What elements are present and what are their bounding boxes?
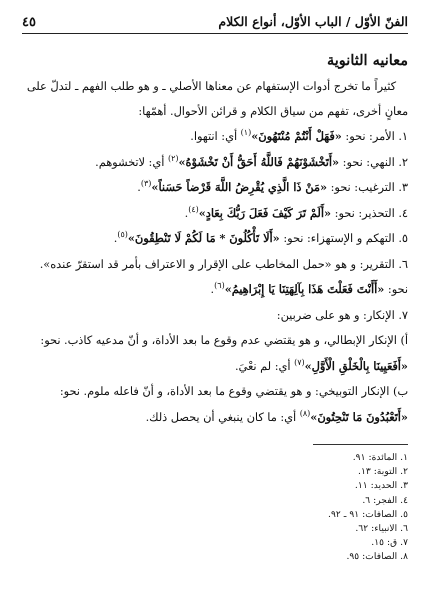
item-line: [22, 201, 408, 227]
footnote-ref: (٦): [214, 281, 225, 291]
footnote-ref: (٧): [294, 357, 305, 367]
item-text: أي: لاتخشوهم.: [95, 155, 168, 169]
footnote: ١. المائدة: ٩١.: [352, 452, 408, 463]
footnote: ٤. الفجر: ٦.: [362, 494, 408, 506]
footnote: ٣. الحديد: ١١.: [354, 480, 408, 492]
page-number: ٤٥: [22, 15, 36, 30]
footnote-ref: (٥): [117, 230, 128, 240]
item-text: ١. الأمر: نحو:: [341, 130, 408, 143]
item-line: [22, 379, 408, 405]
quran-quote: «أَفَعَيِينَا بِالْخَلْقِ الْأَوَّلِ»: [304, 358, 408, 373]
item-text: أي: لم نعْيَ.: [234, 359, 295, 373]
intro-line: كثيراً ما تخرج أدوات الإستفهام عن معناها الأصلي ـ و هو طلب الفهم ـ لتدلّ على: [26, 80, 396, 93]
footnote-ref: (١): [240, 128, 252, 138]
running-header: [22, 14, 408, 34]
item-text: .: [210, 283, 215, 296]
quran-quote: «أَلَمْ تَرَ كَيْفَ فَعَلَ رَبُّكَ بِعَادٍ»: [198, 205, 332, 220]
item-line: [22, 226, 408, 252]
footnote-ref: (٤): [188, 204, 199, 214]
footnote-ref: (٢): [167, 153, 179, 163]
item-text: نحو:: [384, 283, 408, 296]
item-text: .: [184, 206, 189, 220]
footnote: ٨. الصافات: ٩٥.: [346, 551, 408, 563]
item-text: ٧. الإنكار: و هو على ضربين:: [276, 308, 408, 322]
section-title: معانيه الثانوية: [327, 52, 408, 69]
item-line: [22, 405, 408, 431]
item-line: [22, 277, 408, 303]
footnote-separator: [313, 444, 408, 445]
footnote: ٦. الانبياء: ٦٢.: [355, 523, 408, 535]
quran-quote: «أَتَعْبُدُونَ مَا تَنْحِتُونَ»: [310, 409, 408, 424]
footnote-ref: (٨): [299, 408, 311, 418]
item-text: .: [137, 181, 141, 194]
intro-line: معانٍ أخرى، تفهم من سياق الكلام و قرائن الأحوال. أهمّها:: [138, 104, 408, 118]
item-text: أ) الإنكار الإبطالي، و هو يقتضي عدم وقوع ما بعد الأداة، و أنّ مدعيه كاذب. نحو:: [40, 334, 408, 347]
item-line: [22, 150, 408, 176]
quran-quote: «أَتَخْشَوْنَهُمْ فَاللَّهُ أَحَقُّ أَنْ تَخْشَوْهُ»: [178, 154, 340, 169]
footnote: ٧. ق: ١٥.: [371, 537, 408, 549]
item-text: أي: ما كان ينبغي أن يحصل ذلك.: [145, 410, 300, 424]
footnote-ref: (٣): [140, 179, 152, 189]
item-line: [22, 124, 408, 150]
quran-quote: «أَأَنْتَ فَعَلْتَ هَذَا بِآلِهَتِنَا يَا إِبْرَاهِيمُ»: [224, 282, 385, 296]
running-title: الفنّ الأوّل / الباب الأوّل، أنواع الكلام: [218, 14, 408, 29]
quran-quote: «مَنْ ذَا الَّذِي يُقْرِضُ اللَّهَ قَرْضاً حَسَناً»: [151, 180, 328, 194]
item-text: ٦. التقرير: و هو «حمل المخاطب على الإقرار و الاعتراف بأمر قد استقرّ عنده».: [39, 257, 408, 271]
item-line: [22, 252, 408, 278]
item-text: ٥. التهكم و الإستهزاء: نحو:: [279, 232, 408, 245]
item-text: ب) الإنكار التوبيخي: و هو يقتضي وقوع ما بعد الأداة، و أنّ فاعله ملوم. نحو:: [59, 385, 408, 398]
item-text: .: [113, 232, 118, 245]
footnote: ٥. الصافات: ٩١ ـ ٩٢.: [328, 508, 408, 520]
item-line: [22, 328, 408, 354]
item-text: ٢. النهي: نحو:: [339, 155, 408, 169]
footnote: ٢. التوبة: ١٣.: [358, 466, 408, 478]
quran-quote: «فَهَلْ أَنْتُمْ مُنْتَهُونَ»: [251, 129, 342, 143]
item-text: ٣. الترغيب: نحو:: [327, 181, 408, 194]
body-text: [22, 75, 408, 430]
quran-quote: «أَلَا تَأْكُلُونَ * مَا لَكُمْ لَا تَنْطِقُونَ»: [127, 231, 280, 245]
item-line: [22, 303, 408, 329]
item-line: [22, 175, 408, 201]
item-text: أي: انتهوا.: [190, 130, 241, 143]
item-line: [22, 354, 408, 380]
footnotes: [22, 451, 408, 565]
item-text: ٤. التحذير: نحو:: [331, 206, 408, 220]
